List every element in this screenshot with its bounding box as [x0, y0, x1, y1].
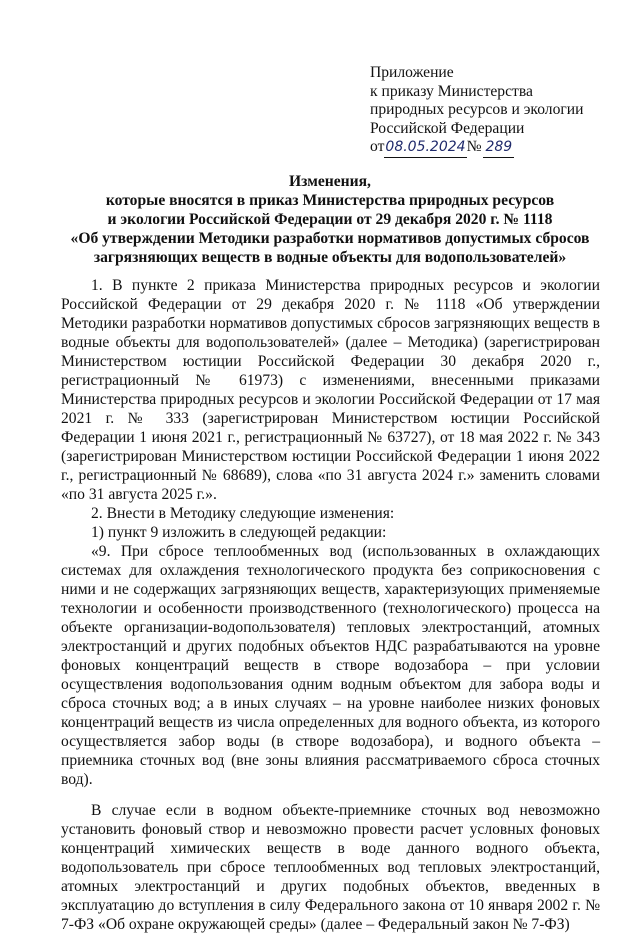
paragraph-2: 2. Внести в Методику следующие изменения: [91, 505, 395, 522]
paragraph-3: 1) пункт 9 изложить в следующей редакции: [91, 524, 387, 541]
title-line-5: загрязняющих веществ в водные объекты для водопользователей» [93, 249, 567, 266]
title-line-2: которые вносятся в приказ Министерства природных ресурсов [105, 192, 555, 209]
paragraph-4: «9. При сбросе теплообменных вод (использованных в охлаждающих системах для охлаждения технологического продукта без соприкосновения с ними и не содержащих загрязняющих веществ, характеризующих применяемые технологии и особенности производственного (технологического) процесса на объекте организации-водопользователя) тепловых электростанций, атомных электростанций и других подобных объектов НДС разрабатываются на уровне фоновых концентраций веществ в створе водозабора – при условии осуществления водопользования одним водным объектом для забора воды и сброса сточных вод; а в иных случаях – на уровне наиболее низких фоновых концентраций веществ из числа определенных для водного объекта, из которого осуществляется забор воды (в створе водозабора), и водного объекта – приемника сточных вод (вне зоны влияния рассматриваемого сброса сточных вод). [61, 543, 600, 788]
title-line-4: «Об утверждении Методики разработки нормативов допустимых сбросов [70, 230, 590, 247]
paragraph-1: 1. В пункте 2 приказа Министерства природных ресурсов и экологии Российской Федерации от 29 декабря 2020 г. № 1118 «Об утверждении Методики разработки нормативов допустимых сбросов загрязняющих веществ в водные объекты для водопользователей» (далее – Методика) (зарегистрирован Министерством юстиции Российской Федерации 30 декабря 2020 г., регистрационный № 61973) с изменениями, внесенными приказами Министерства природных ресурсов и экологии Российской Федерации от 17 мая 2021 г. № 333 (зарегистрирован Министерством юстиции Российской Федерации 1 июня 2021 г., регистрационный № 63727), от 18 мая 2022 г. № 343 (зарегистрирован Министерством юстиции Российской Федерации 1 июня 2022 г., регистрационный № 68689), слова «по 31 августа 2024 г.» заменить словами «по 31 августа 2025 г.». [61, 277, 600, 503]
handwritten-number: 289 [483, 138, 514, 158]
document-title [60, 172, 600, 267]
appendix-line-1: Приложение [370, 64, 454, 81]
from-label: от [370, 138, 385, 155]
appendix-line-4: Российской Федерации [370, 119, 525, 137]
number-label: № [466, 138, 482, 155]
document-body [61, 276, 600, 934]
appendix-date-number-line [370, 138, 583, 158]
paragraph-5: В случае если в водном объекте-приемнике сточных вод невозможно установить фоновый створ и невозможно провести расчет условных фоновых концентраций химических веществ в воде данного водного объекта, водопользователь при сбросе теплообменных вод тепловых электростанций, атомных электростанций и других подобных объектов, введенных в эксплуатацию до вступления в силу Федерального закона от 10 января 2002 г. № 7-ФЗ «Об охране окружающей среды» (далее – Федеральный закон № 7-ФЗ) [61, 802, 600, 933]
title-line-3: и экологии Российской Федерации от 29 декабря 2020 г. № 1118 [107, 211, 553, 228]
appendix-header [370, 64, 583, 158]
appendix-line-2: к приказу Министерства [370, 82, 533, 100]
title-line-1: Изменения, [289, 173, 371, 190]
appendix-line-3: природных ресурсов и экологии [370, 101, 584, 118]
handwritten-date: 08.05.2024 [384, 138, 466, 158]
